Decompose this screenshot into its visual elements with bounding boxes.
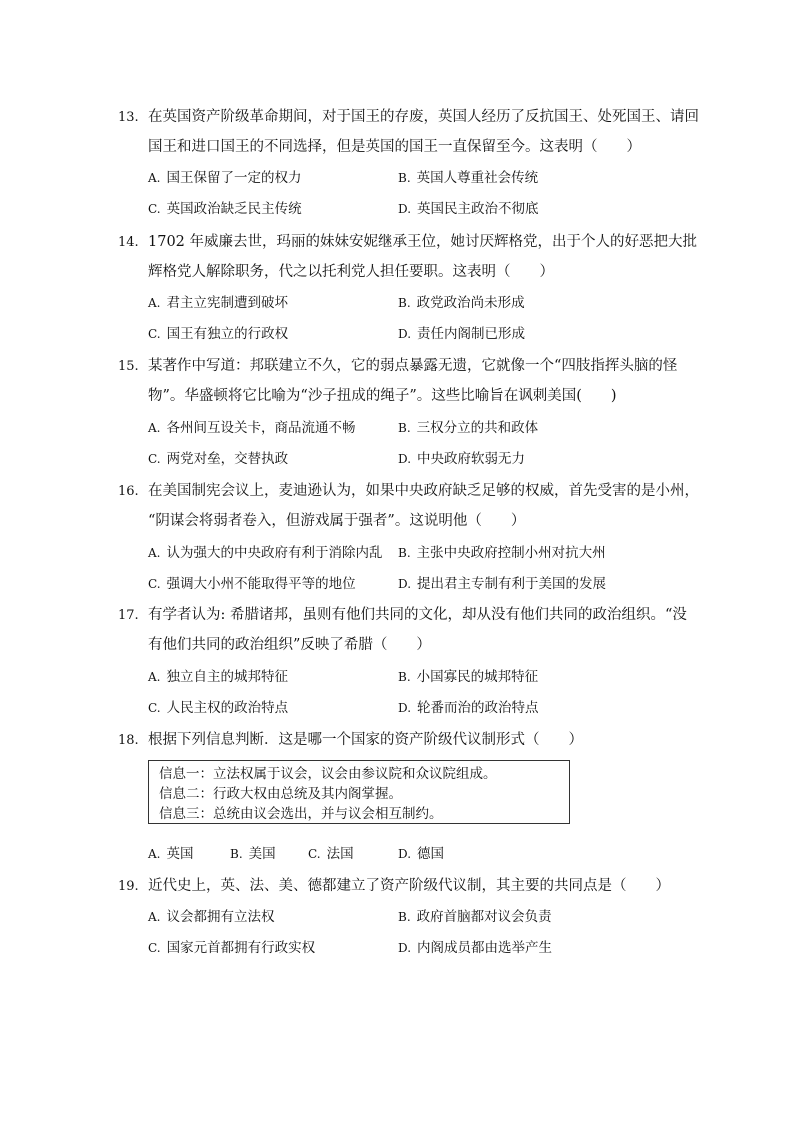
info-line-2: 信息二：行政大权由总统及其内阁掌握。 [159,786,402,802]
question-13-option-c[interactable]: C. 英国政治缺乏民主传统 [148,201,302,217]
info-line-1: 信息一：立法权属于议会，议会由参议院和众议院组成。 [159,766,497,782]
question-15-line-2: 物”。华盛顿将它比喻为“沙子扭成的绳子”。这些比喻旨在讽刺美国( ) [148,388,617,404]
question-16-line-1: 16. 在美国制宪会议上，麦迪逊认为，如果中央政府缺乏足够的权威，首先受害的是小州， [118,483,699,499]
question-13-option-d[interactable]: D. 英国民主政治不彻底 [398,201,539,217]
question-17-option-b[interactable]: B. 小国寡民的城邦特征 [398,669,539,685]
question-19-option-d[interactable]: D. 内阁成员都由选举产生 [398,940,553,956]
question-16-option-c[interactable]: C. 强调大小州不能取得平等的地位 [148,576,356,592]
question-14-option-b[interactable]: B. 政党政治尚未形成 [398,295,525,311]
question-18-option-b[interactable]: B. 美国 [230,846,276,862]
question-number: 18. [118,733,139,748]
question-17-line-2: 有他们共同的政治组织”反映了希腊（ ） [148,637,431,653]
question-17-option-c[interactable]: C. 人民主权的政治特点 [148,700,289,716]
question-17-line-1: 17. 有学者认为: 希腊诸邦，虽则有他们共同的文化，却从没有他们共同的政治组织。“没 [118,607,687,623]
question-13-option-b[interactable]: B. 英国人尊重社会传统 [398,170,539,186]
question-15-line-1: 15. 某著作中写道：邦联建立不久，它的弱点暴露无遗，它就像一个“四肢指挥头脑的怪 [118,358,678,374]
info-line-3: 信息三：总统由议会选出，并与议会相互制约。 [159,806,443,822]
question-number: 16. [118,484,139,499]
question-14-line-2: 辉格党人解除职务，代之以托利党人担任要职。这表明（ ） [148,264,554,280]
question-16-option-b[interactable]: B. 主张中央政府控制小州对抗大州 [398,545,606,561]
question-15-option-c[interactable]: C. 两党对垒，交替执政 [148,451,289,467]
question-13-line-2: 国王和进口国王的不同选择，但是英国的国王一直保留至今。这表明（ ） [148,139,641,155]
question-number: 17. [118,608,139,623]
question-19-option-a[interactable]: A. 议会都拥有立法权 [148,909,275,925]
question-18-line-1: 18. 根据下列信息判断．这是哪一个国家的资产阶级代议制形式（ ） [118,732,583,748]
question-number: 14. [118,235,139,250]
question-16-option-a[interactable]: A. 认为强大的中央政府有利于消除内乱 [148,545,383,561]
question-18-option-a[interactable]: A. 英国 [148,846,194,862]
question-19-option-b[interactable]: B. 政府首脑都对议会负责 [398,909,552,925]
info-box [148,760,570,824]
question-14-option-d[interactable]: D. 责任内阁制已形成 [398,326,526,342]
question-19-option-c[interactable]: C. 国家元首都拥有行政实权 [148,940,316,956]
question-number: 19. [118,879,139,894]
question-17-option-a[interactable]: A. 独立自主的城邦特征 [148,669,288,685]
question-number: 13. [118,110,139,125]
question-14-option-a[interactable]: A. 君主立宪制遭到破坏 [148,295,288,311]
question-13-option-a[interactable]: A. 国王保留了一定的权力 [148,170,302,186]
question-19-line-1: 19. 近代史上，英、法、美、德都建立了资产阶级代议制，其主要的共同点是（ ） [118,878,670,894]
question-15-option-d[interactable]: D. 中央政府软弱无力 [398,451,526,467]
question-16-line-2: “阴谋会将弱者卷入，但游戏属于强者”。这说明他（ ） [148,513,526,529]
question-number: 15. [118,359,139,374]
question-14-line-1: 14. 1702 年威廉去世，玛丽的妹妹安妮继承王位，她讨厌辉格党，出于个人的好恶把大批 [118,234,698,250]
question-15-option-a[interactable]: A. 各州间互设关卡，商品流通不畅 [148,420,356,436]
question-14-option-c[interactable]: C. 国王有独立的行政权 [148,326,289,342]
question-18-option-c[interactable]: C. 法国 [308,846,354,862]
question-13-line-1: 13. 在英国资产阶级革命期间，对于国王的存废，英国人经历了反抗国王、处死国王、请回 [118,109,699,125]
question-16-option-d[interactable]: D. 提出君主专制有利于美国的发展 [398,576,607,592]
question-15-option-b[interactable]: B. 三权分立的共和政体 [398,420,539,436]
question-17-option-d[interactable]: D. 轮番而治的政治特点 [398,700,539,716]
question-18-option-d[interactable]: D. 德国 [398,846,445,862]
